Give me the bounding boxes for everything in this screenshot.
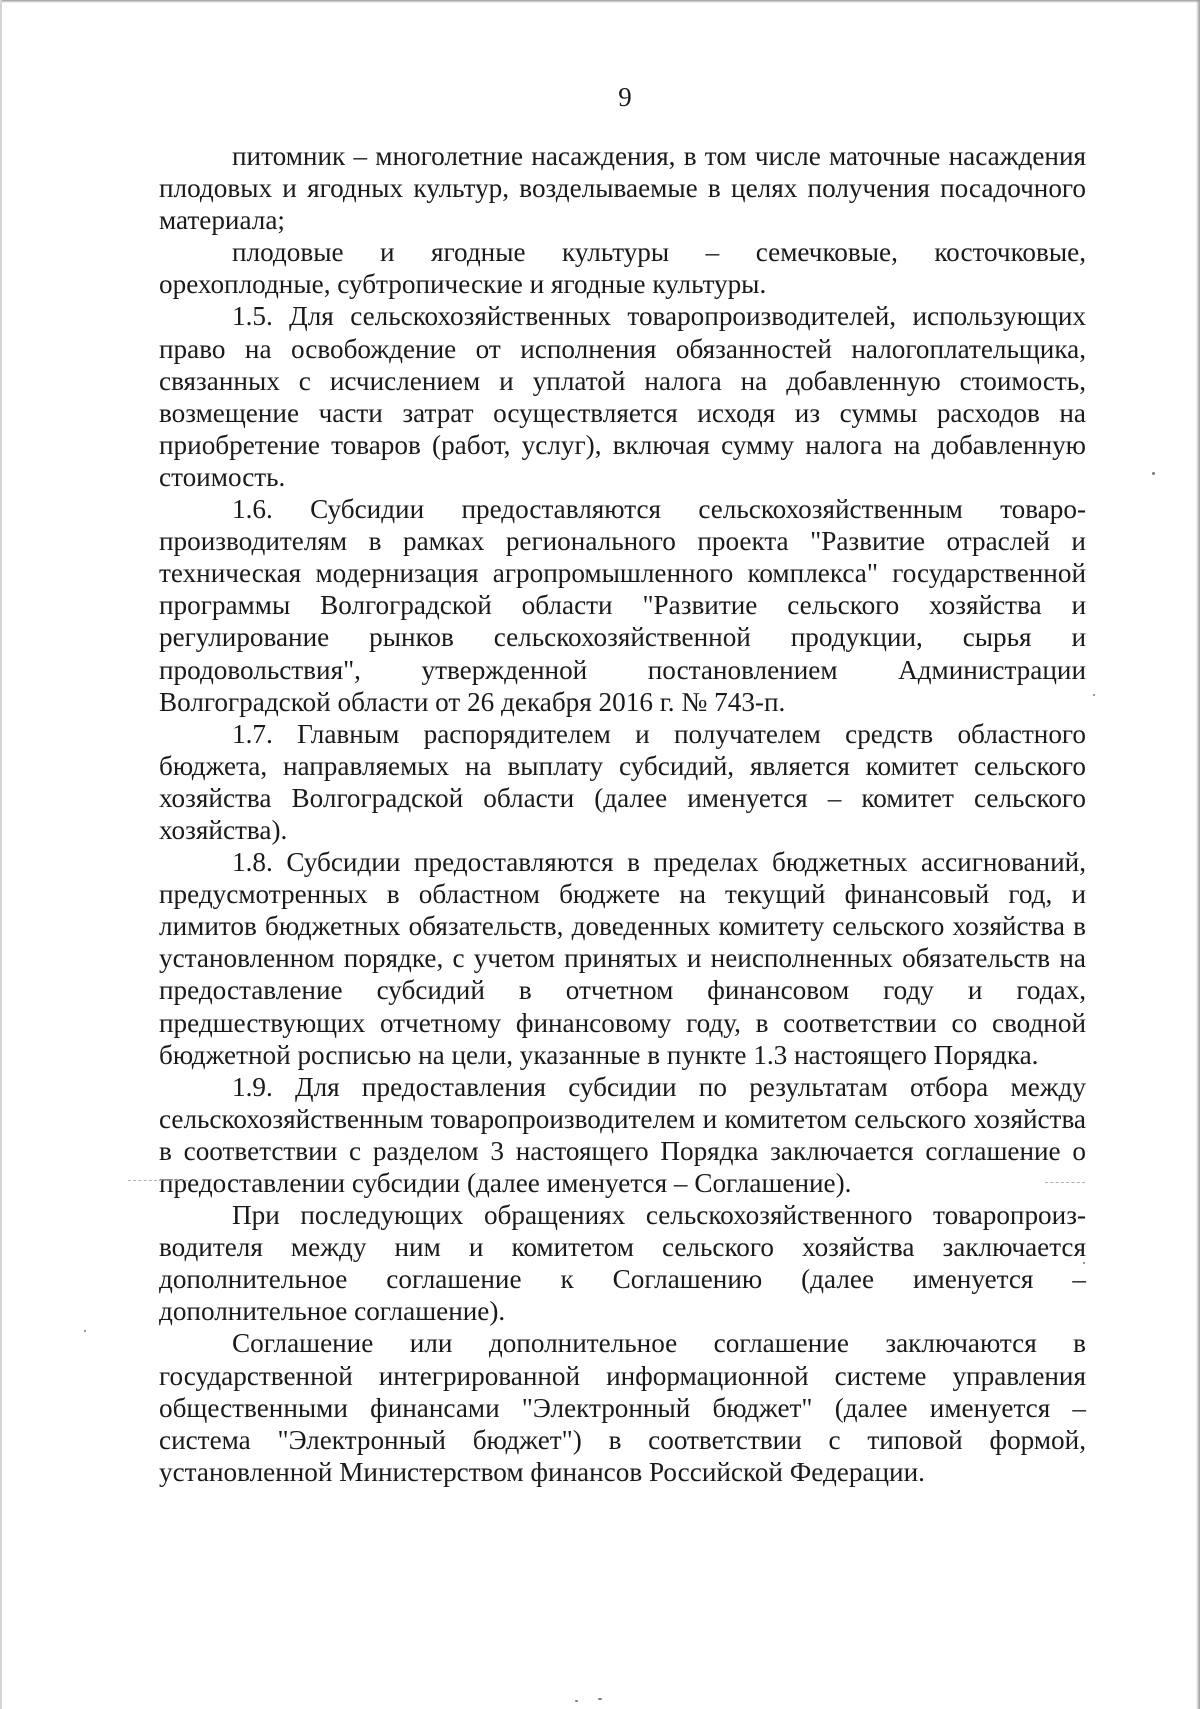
- scan-edge-right: [1196, 0, 1200, 1709]
- scan-speck: [575, 1700, 578, 1702]
- scan-speck: [84, 1330, 86, 1332]
- scan-speck: [1093, 694, 1095, 696]
- page-number: 9: [618, 82, 632, 112]
- paragraph-subsequent-requests: При последующих обращениях сельскохозяйственного товаропроизводителя между ним и комитетом сельского хозяйства заключается дополнительное соглашение к Соглашению (далее именуется – дополнительное соглашение).: [159, 1200, 1086, 1327]
- paragraph-1-5: 1.5. Для сельскохозяйственных товаропроизводителей, использующих право на освобождение от исполнения обязанностей налогоплательщика, связанных с исчислением и уплатой налога на добавленную стоимость, возмещение части затрат осуществляется исходя из суммы расходов на приобретение товаров (работ, услуг), включая сумму налога на добавленную стоимость.: [159, 301, 1086, 492]
- scan-edge-left: [0, 0, 2, 1709]
- paragraph-1-9: 1.9. Для предоставления субсидии по результатам отбора между сельскохозяйственным товаропроизводителем и комитетом сельского хозяйства в соответствии с разделом 3 настоящего Порядка заключается соглашение о предоставлении субсидии (далее именуется – Соглашение).: [159, 1071, 1086, 1198]
- scan-edge-top: [0, 0, 1200, 3]
- paragraph-electronic-budget: Соглашение или дополнительное соглашение заключаются в государственной интегрированной информационной системе управления общественными финансами "Электронный бюджет" (далее именуется – система "Электронный бюджет") в соответствии с типовой формой, установленной Министерством финансов Российской Федерации.: [159, 1328, 1086, 1487]
- scan-artifact-dash: [128, 1180, 188, 1182]
- scan-speck: [1083, 1262, 1085, 1264]
- paragraph-1-8: 1.8. Субсидии предоставляются в пределах бюджетных ассигнований, предусмотренных в областном бюджете на текущий финансовый год, и лимитов бюджетных обязательств, доведенных комитету сельского хозяйства в установленном порядке, с учетом принятых и неисполненных обязательств на предоставление субсидий в отчетном финансовом году и годах, предшествующих отчетному финансовому году, в соответствии со сводной бюджетной росписью на цели, указанные в пункте 1.3 настоящего Порядка.: [159, 847, 1086, 1070]
- scan-speck: [1152, 472, 1155, 475]
- paragraph-1-7: 1.7. Главным распорядителем и получателем средств областного бюджета, направляемых на выплату субсидий, является комитет сельского хозяйства Волгоградской области (далее именуется – комитет сельского хозяйства).: [159, 718, 1086, 845]
- scan-artifact-dash: [1045, 1182, 1085, 1184]
- paragraph-nursery-definition: питомник – многолетние насаждения, в том числе маточные насаждения плодовых и ягодных культур, возделываемые в целях получения посадочного материала;: [159, 141, 1086, 236]
- document-body: [159, 140, 1086, 1488]
- scan-speck: [598, 1698, 602, 1700]
- paragraph-1-6: 1.6. Субсидии предоставляются сельскохозяйственным товаропроизводителям в рамках регионального проекта "Развитие отраслей и техническая модернизация агропромышленного комплекса" государственной программы Волгоградской области "Развитие сельского хозяйства и регулирование рынков сельскохозяйственной продукции, сырья и продовольствия", утвержденной постановлением Администрации Волгоградской области от 26 декабря 2016 г. № 743-п.: [159, 494, 1086, 717]
- paragraph-fruit-crops-definition: плодовые и ягодные культуры – семечковые, косточковые, орехоплодные, субтропические и ягодные культуры.: [159, 237, 1086, 300]
